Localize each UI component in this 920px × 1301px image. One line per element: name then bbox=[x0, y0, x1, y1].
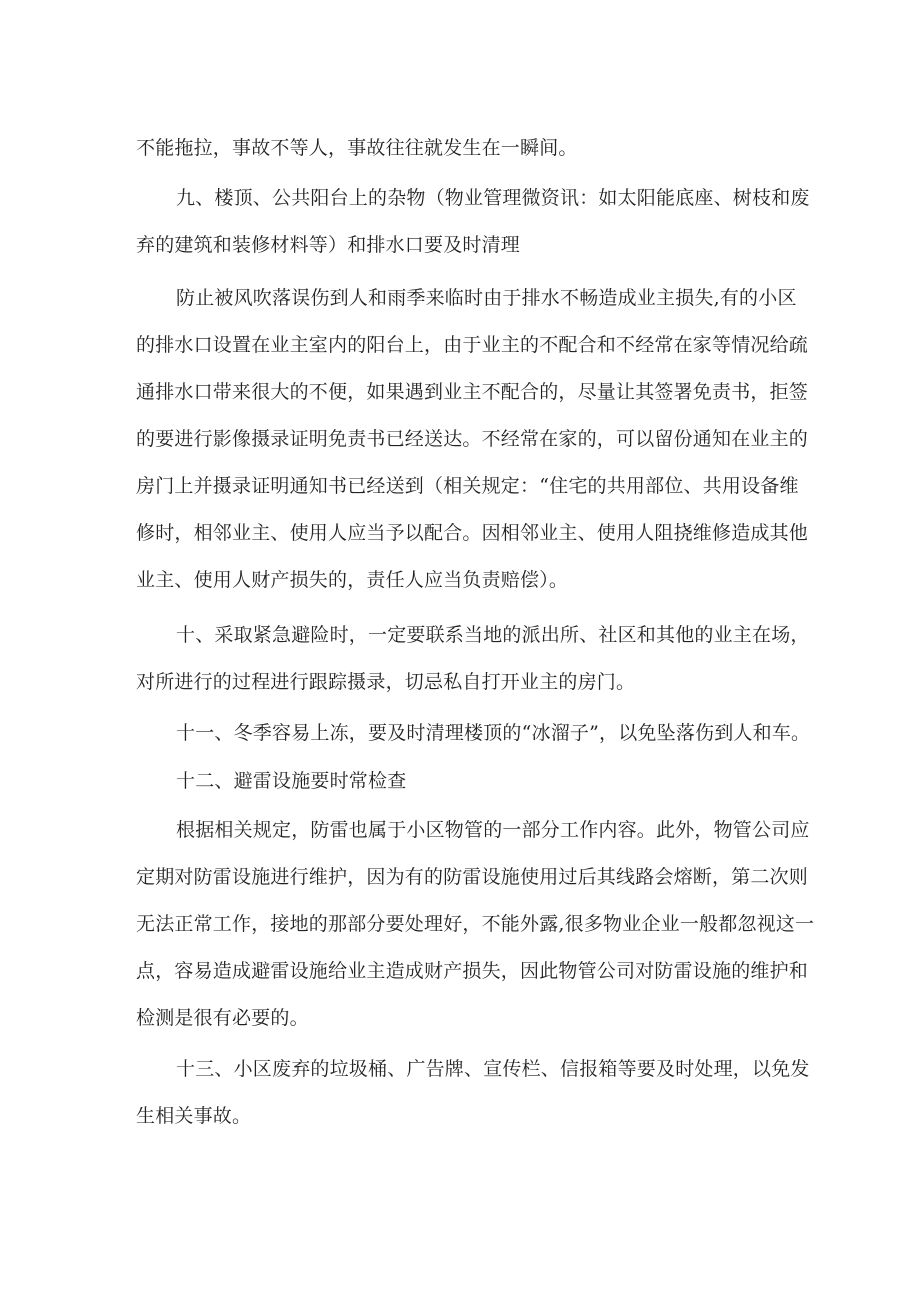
paragraph-line: 不能拖拉，事故不等人，事故往往就发生在一瞬间。 bbox=[136, 137, 578, 159]
paragraph-line: 点，容易造成避雷设施给业主造成财产损失，因此物管公司对防雷设施的维护和 bbox=[136, 960, 809, 982]
paragraph-line: 无法正常工作，接地的那部分要处理好，不能外露,很多物业企业一般都忽视这一 bbox=[136, 913, 815, 935]
paragraph-line: 对所进行的过程进行跟踪摄录，切忌私自打开业主的房门。 bbox=[136, 671, 636, 693]
paragraph-line: 十三、小区废弃的垃圾桶、广告牌、宣传栏、信报箱等要及时处理，以免发 bbox=[176, 1058, 810, 1080]
paragraph-line: 的排水口设置在业主室内的阳台上，由于业主的不配合和不经常在家等情况给疏 bbox=[136, 334, 809, 356]
paragraph-line: 业主、使用人财产损失的，责任人应当负责赔偿）。 bbox=[136, 569, 569, 591]
paragraph-line: 根据相关规定，防雷也属于小区物管的一部分工作内容。此外，物管公司应 bbox=[176, 819, 810, 841]
paragraph-line: 定期对防雷设施进行维护，因为有的防雷设施使用过后其线路会熔断，第二次则 bbox=[136, 866, 809, 888]
paragraph-line: 的要进行影像摄录证明免责书已经送达。不经常在家的，可以留份通知在业主的 bbox=[136, 428, 809, 450]
paragraph-line: 防止被风吹落误伤到人和雨季来临时由于排水不畅造成业主损失,有的小区 bbox=[176, 287, 797, 309]
paragraph-line: 弃的建筑和装修材料等）和排水口要及时清理 bbox=[136, 234, 521, 256]
paragraph-line: 房门上并摄录证明通知书已经送到（相关规定：“住宅的共用部位、共用设备维 bbox=[136, 475, 799, 497]
paragraph-line: 修时，相邻业主、使用人应当予以配合。因相邻业主、使用人阻挠维修造成其他 bbox=[136, 522, 809, 544]
paragraph-line: 十二、避雷设施要时常检查 bbox=[176, 770, 407, 792]
paragraph-line: 十一、冬季容易上冻，要及时清理楼顶的“冰溜子”，以免坠落伤到人和车。 bbox=[176, 722, 811, 744]
paragraph-line: 生相关事故。 bbox=[136, 1105, 252, 1127]
paragraph-line: 九、楼顶、公共阳台上的杂物（物业管理微资讯：如太阳能底座、树枝和废 bbox=[176, 187, 810, 209]
paragraph-line: 通排水口带来很大的不便，如果遇到业主不配合的，尽量让其签署免责书，拒签 bbox=[136, 381, 809, 403]
paragraph-line: 十、采取紧急避险时，一定要联系当地的派出所、社区和其他的业主在场， bbox=[176, 624, 810, 646]
paragraph-line: 检测是很有必要的。 bbox=[136, 1007, 309, 1029]
